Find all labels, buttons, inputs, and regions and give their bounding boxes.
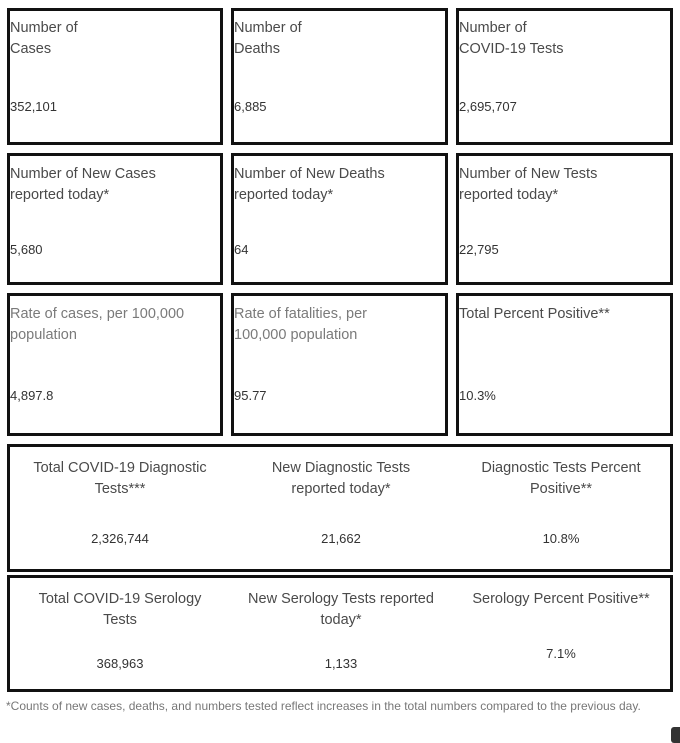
stat-card-tests [456,8,673,145]
stat-label: Serology Percent Positive** [472,591,650,607]
stat-label: Number of Deaths [234,20,302,57]
stat-value: 21,662 [321,531,361,546]
stat-label: Number of New Cases reported today* [10,166,156,203]
stat-value: 6,885 [234,99,267,114]
stat-value: 95.77 [234,388,267,403]
scroll-handle[interactable] [671,727,680,743]
stat-label: Total COVID-19 Serology Tests [38,591,202,628]
stat-label: Number of New Deaths reported today* [234,166,385,203]
stat-value: 10.8% [542,531,580,546]
stat-card-new-tests [456,153,673,285]
serology-percent-positive [452,578,670,688]
stat-label: Rate of cases, per 100,000 population [10,306,185,343]
serology-new [230,578,452,688]
stat-value: 5,680 [10,242,43,257]
stat-value: 22,795 [459,242,499,257]
stat-card-new-cases [7,153,223,285]
stat-value: 352,101 [10,99,57,114]
footnote: *Counts of new cases, deaths, and numbers tested reflect increases in the total numbers compared to the previous day. [6,699,641,713]
stat-value: 7.1% [546,646,576,661]
stat-value: 2,326,744 [91,531,149,546]
stat-card-deaths [231,8,448,145]
serology-tests-panel [7,575,673,692]
stat-value: 1,133 [324,656,358,671]
stat-card-percent-positive [456,293,673,436]
stat-value: 4,897.8 [10,388,54,403]
stat-value: 368,963 [96,656,144,671]
stat-label: Rate of fatalities, per 100,000 population [234,306,367,343]
stat-label: Number of Cases [10,20,78,57]
diagnostic-total [10,447,230,567]
stat-value: 64 [234,242,249,257]
stat-card-case-rate [7,293,223,436]
stat-label: New Serology Tests reported today* [248,591,434,628]
stat-label: Total COVID-19 Diagnostic Tests*** [33,460,207,497]
diagnostic-percent-positive [452,447,670,567]
stat-value: 2,695,707 [459,99,517,114]
stat-card-cases [7,8,223,145]
stat-card-fatality-rate [231,293,448,436]
stat-value: 10.3% [459,388,496,403]
diagnostic-tests-panel [7,444,673,572]
stat-label: Number of New Tests reported today* [459,166,598,203]
stat-label: Number of COVID-19 Tests [459,20,564,57]
stat-card-new-deaths [231,153,448,285]
stat-label: New Diagnostic Tests reported today* [271,460,411,497]
stat-label: Total Percent Positive** [459,306,610,322]
stat-label: Diagnostic Tests Percent Positive** [481,460,641,497]
serology-total [10,578,230,688]
diagnostic-new [230,447,452,567]
